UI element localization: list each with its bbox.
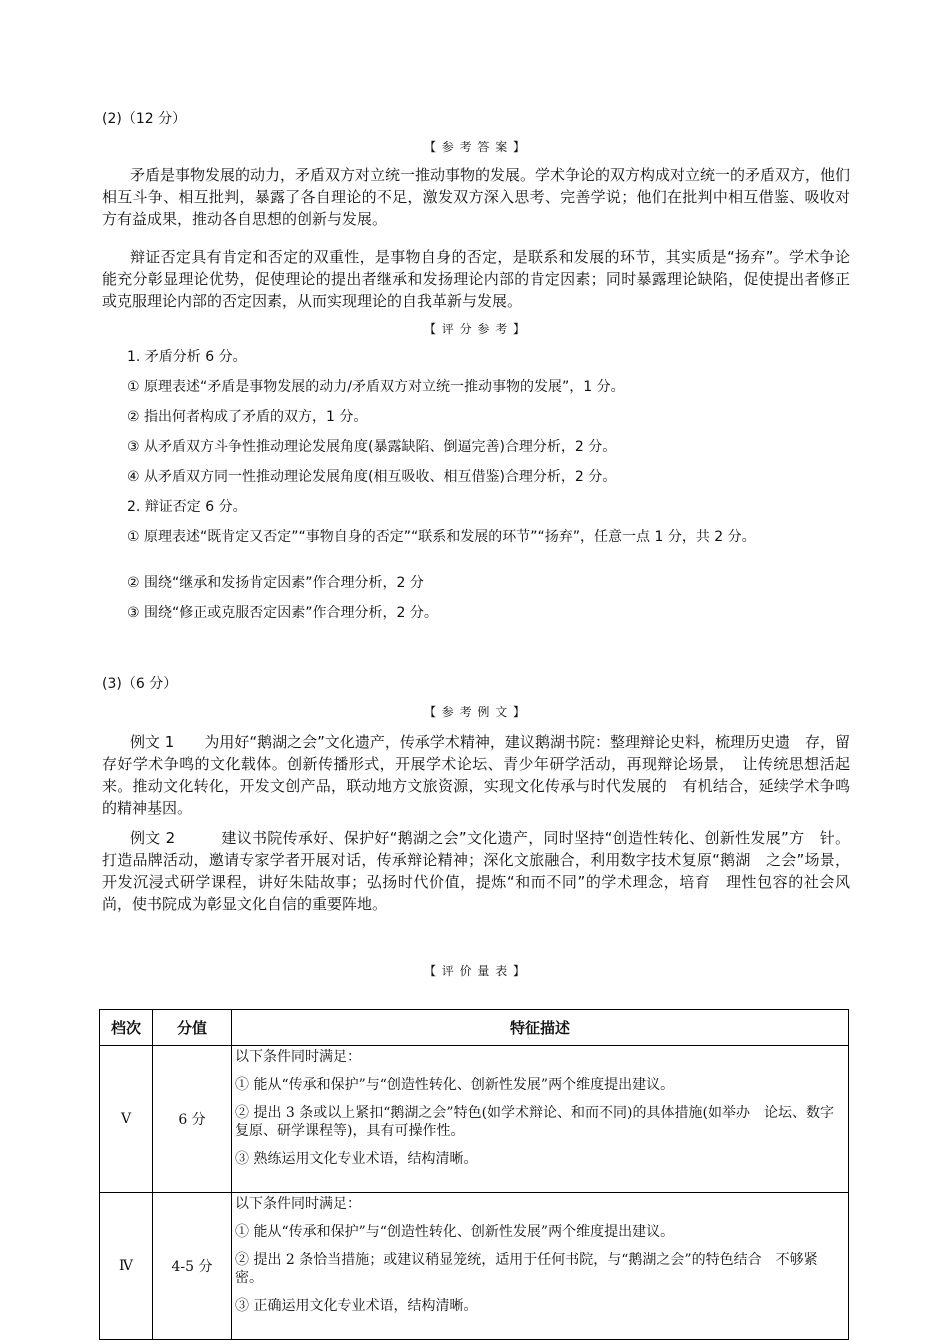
example-essay-1: 例文 1 为用好“鹅湖之会”文化遗产，传承学术精神，建议鹅湖书院：整理辩论史料，梳理历史遗 存，留存好学术争鸣的文化载体。创新传播形式，开展学术论坛、青少年研学活动，再现辩论场景， 让传统思想活起来。推动文化转化，开发文创产品，联动地方文旅资源，实现文化传承与时代发展的 有机结合，延续学术争鸣的精神基因。 xyxy=(102,733,850,817)
scoring-item: 1. 矛盾分析 6 分。 xyxy=(127,349,247,365)
description-line: ② 提出 3 条或以上紧扣“鹅湖之会”特色(如学术辩论、和而不同)的具体措施(如举办 论坛、数字复原、研学课程等)，具有可操作性。 xyxy=(235,1105,834,1139)
example-essay-2: 例文 2 建议书院传承好、保护好“鹅湖之会”文化遗产，同时坚持“创造性转化、创新性发展”方 针。打造品牌活动，邀请专家学者开展对话，传承辩论精神；深化文旅融合，利用数字技术复原“鹅湖 之会”场景，开发沉浸式研学课程，讲好朱陆故事；弘扬时代价值，提炼“和而不同”的学术理念，培育 理性包容的社会风尚，使书院成为彰显文化自信的重要阵地。 xyxy=(102,829,850,913)
example-label: 【 参 考 例 文 】 xyxy=(423,705,527,719)
description-line: ② 提出 2 条恰当措施；或建议稍显笼统，适用于任何书院，与“鹅湖之会”的特色结合 不够紧密。 xyxy=(235,1252,818,1286)
description-cell xyxy=(232,1193,849,1340)
rubric-table xyxy=(99,1009,849,1340)
description-line: ① 能从“传承和保护”与“创造性转化、创新性发展”两个维度提出建议。 xyxy=(235,1224,675,1240)
scoring-item: ① 原理表述“矛盾是事物发展的动力/矛盾双方对立统一推动事物的发展”，1 分。 xyxy=(127,379,625,395)
answer-paragraph-2: 辩证否定具有肯定和否定的双重性，是事物自身的否定，是联系和发展的环节，其实质是“扬弃”。学术争论能充分彰显理论优势，促使理论的提出者继承和发扬理论内部的肯定因素；同时暴露理论缺陷，促使提出者修正或克服理论内部的否定因素，从而实现理论的自我革新与发展。 xyxy=(102,248,850,310)
rubric-label: 【 评 价 量 表 】 xyxy=(423,964,527,978)
description-cell xyxy=(232,1046,849,1193)
level-cell: Ⅳ xyxy=(100,1193,153,1340)
description-line: ③ 正确运用文化专业术语，结构清晰。 xyxy=(235,1298,478,1314)
answer-label: 【 参 考 答 案 】 xyxy=(423,140,527,154)
score-cell: 6 分 xyxy=(153,1046,232,1193)
table-row xyxy=(100,1046,849,1193)
answer-paragraph-1: 矛盾是事物发展的动力，矛盾双方对立统一推动事物的发展。学术争论的双方构成对立统一的矛盾双方，他们相互斗争、相互批判，暴露了各自理论的不足，激发双方深入思考、完善学说；他们在批判中相互借鉴、吸收对方有益成果，推动各自思想的创新与发展。 xyxy=(102,166,851,228)
score-cell: 4-5 分 xyxy=(153,1193,232,1340)
scoring-item: ③ 从矛盾双方斗争性推动理论发展角度(暴露缺陷、倒逼完善)合理分析，2 分。 xyxy=(127,439,617,455)
description-line: 以下条件同时满足： xyxy=(235,1196,361,1212)
description-line: ① 能从“传承和保护”与“创造性转化、创新性发展”两个维度提出建议。 xyxy=(235,1077,675,1093)
scoring-item: ③ 围绕“修正或克服否定因素”作合理分析，2 分。 xyxy=(127,605,438,621)
description-line: ③ 熟练运用文化专业术语，结构清晰。 xyxy=(235,1151,478,1167)
scoring-item: ② 围绕“继承和发扬肯定因素”作合理分析，2 分 xyxy=(127,575,424,591)
header-description: 特征描述 xyxy=(232,1010,849,1046)
scoring-item: 2. 辩证否定 6 分。 xyxy=(127,499,247,515)
table-header-row xyxy=(100,1010,849,1046)
scoring-item: ① 原理表述“既肯定又否定”“事物自身的否定”“联系和发展的环节”“扬弃”，任意一点 1 分，共 2 分。 xyxy=(127,529,756,545)
section-3-title: (3)（6 分） xyxy=(102,676,178,692)
scoring-item: ④ 从矛盾双方同一性推动理论发展角度(相互吸收、相互借鉴)合理分析，2 分。 xyxy=(127,469,617,485)
header-level: 档次 xyxy=(100,1010,153,1046)
table-row xyxy=(100,1193,849,1340)
level-cell: Ⅴ xyxy=(100,1046,153,1193)
scoring-item: ② 指出何者构成了矛盾的双方，1 分。 xyxy=(127,409,368,425)
scoring-label: 【 评 分 参 考 】 xyxy=(423,322,527,336)
description-line: 以下条件同时满足： xyxy=(235,1049,361,1065)
header-score: 分值 xyxy=(153,1010,232,1046)
section-2-title: (2)（12 分） xyxy=(102,111,187,127)
